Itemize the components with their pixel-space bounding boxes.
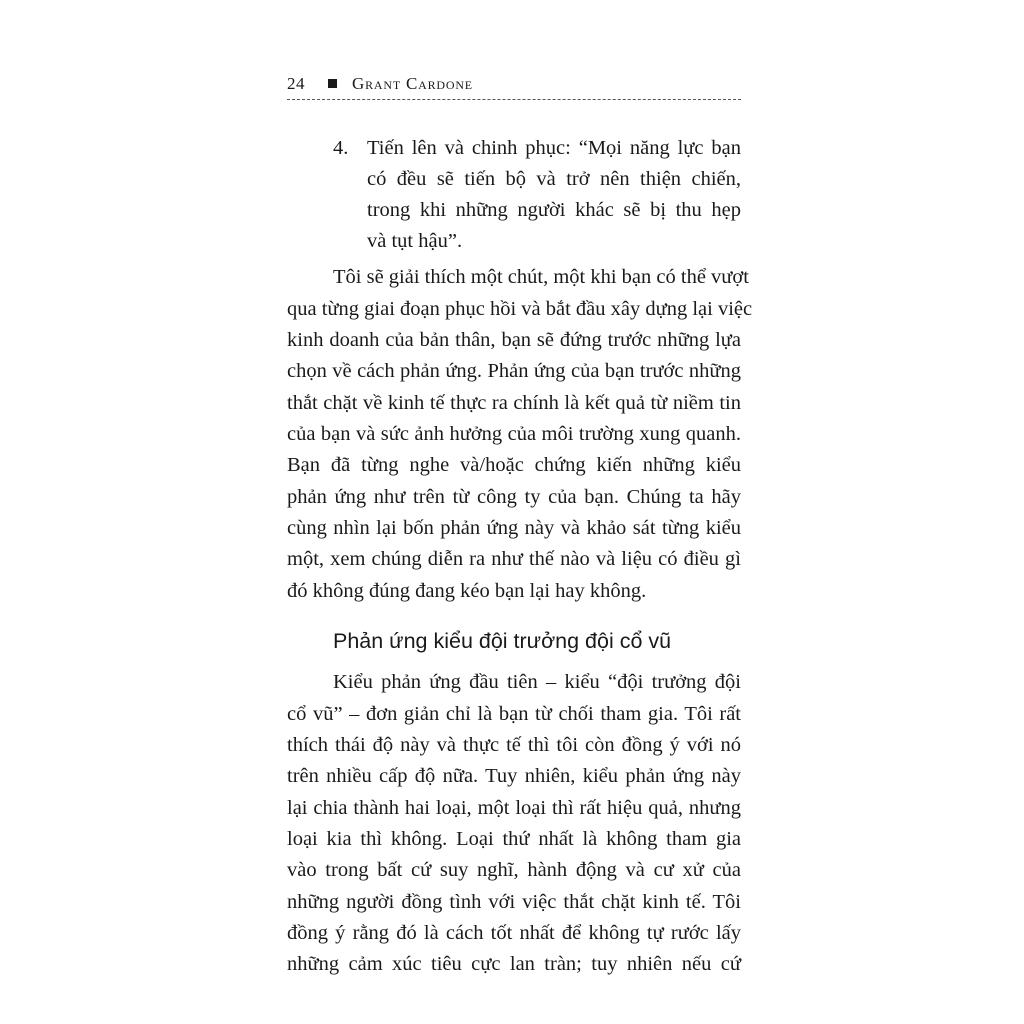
square-bullet-icon: [328, 79, 337, 88]
section-heading: Phản ứng kiểu đội trưởng đội cổ vũ: [333, 629, 672, 653]
paragraph-line: chọn về cách phản ứng. Phản ứng của bạn trước những: [287, 360, 741, 382]
paragraph-line: cổ vũ” – đơn giản chỉ là bạn từ chối tham gia. Tôi rất: [287, 703, 741, 725]
paragraph-line: vào trong bất cứ suy nghĩ, hành động và cư xử của: [287, 859, 741, 881]
paragraph-line: Kiểu phản ứng đầu tiên – kiểu “đội trưởng đội: [333, 671, 741, 693]
paragraph-line: trên nhiều cấp độ nữa. Tuy nhiên, kiểu phản ứng này: [287, 765, 741, 787]
paragraph-line: đồng ý rằng đó là cách tốt nhất để không tự rước lấy: [287, 922, 741, 944]
paragraph-line: của bạn và sức ảnh hưởng của môi trường xung quanh.: [287, 423, 741, 445]
list-item-number: 4.: [333, 137, 349, 159]
paragraph-line: Bạn đã từng nghe và/hoặc chứng kiến những kiểu: [287, 454, 741, 476]
paragraph-line: Tôi sẽ giải thích một chút, một khi bạn có thể vượt: [333, 266, 749, 288]
paragraph-line: cùng nhìn lại bốn phản ứng này và khảo sát từng kiểu: [287, 517, 741, 539]
paragraph-line: đó không đúng đang kéo bạn lại hay không.: [287, 580, 647, 602]
list-item-line: có đều sẽ tiến bộ và trở nên thiện chiến,: [367, 168, 741, 190]
paragraph-line: thích thái độ này và thực tế thì tôi còn đồng ý với nó: [287, 734, 741, 756]
paragraph-line: thắt chặt về kinh tế thực ra chính là kết quả từ niềm tin: [287, 392, 741, 414]
list-item-line: trong khi những người khác sẽ bị thu hẹp: [367, 199, 741, 221]
paragraph-line: một, xem chúng diễn ra như thế nào và liệu có điều gì: [287, 548, 741, 570]
paragraph-line: phản ứng như trên từ công ty của bạn. Chúng ta hãy: [287, 486, 741, 508]
paragraph-line: qua từng giai đoạn phục hồi và bắt đầu xây dựng lại việc: [287, 298, 753, 320]
paragraph-line: lại chia thành hai loại, một loại thì rất hiệu quả, nhưng: [287, 797, 741, 819]
running-head: Grant Cardone: [352, 74, 473, 93]
paragraph-line: những người đồng tình với việc thắt chặt kinh tế. Tôi: [287, 891, 741, 913]
paragraph-line: kinh doanh của bản thân, bạn sẽ đứng trước những lựa: [287, 329, 741, 351]
paragraph-line: những cảm xúc tiêu cực lan tràn; tuy nhiên nếu cứ: [287, 953, 741, 975]
page-number: 24: [287, 74, 305, 93]
paragraph-line: loại kia thì không. Loại thứ nhất là không tham gia: [287, 828, 741, 850]
list-item-line: Tiến lên và chinh phục: “Mọi năng lực bạn: [367, 137, 741, 159]
page-header: [287, 74, 741, 100]
list-item-line: và tụt hậu”.: [367, 230, 463, 252]
